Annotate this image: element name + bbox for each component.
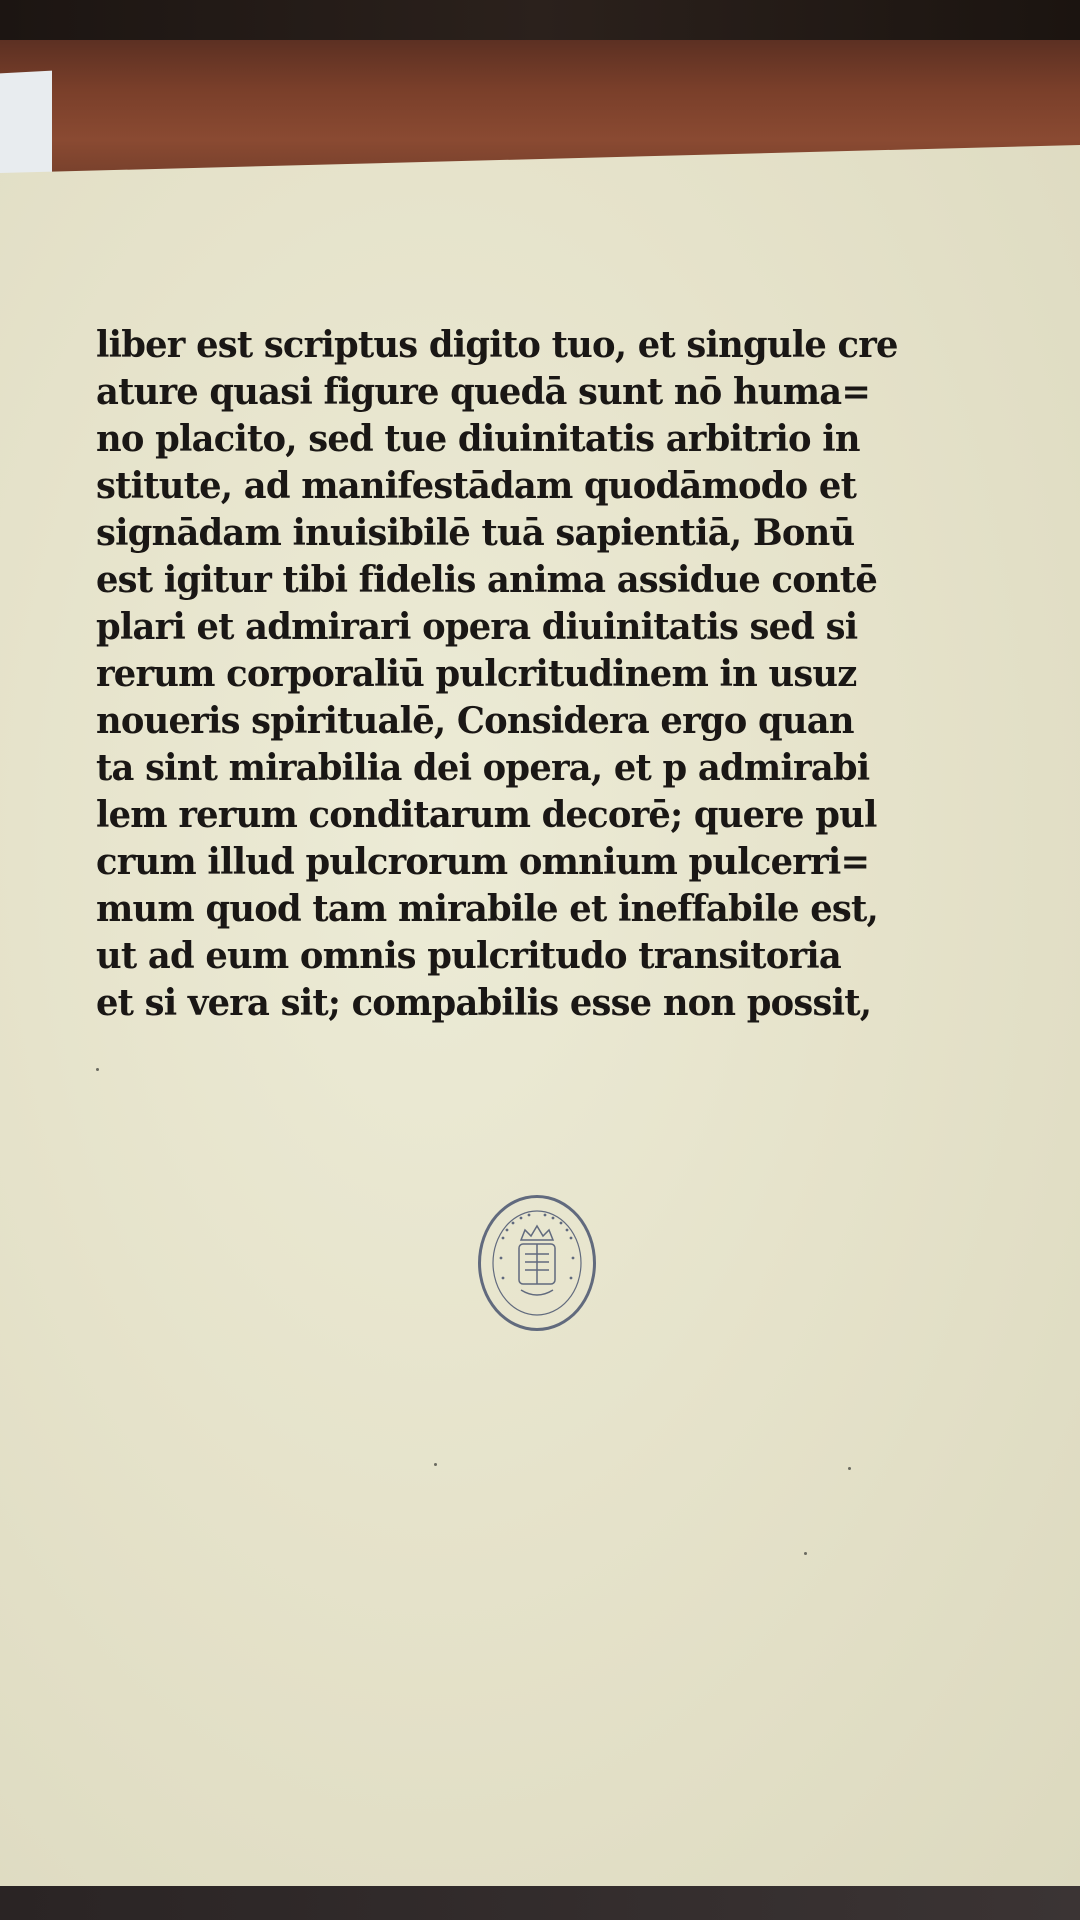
paper-scrap bbox=[0, 71, 52, 184]
text-line: est igitur tibi fidelis anima assidue contē bbox=[96, 559, 877, 601]
text-line: rerum corporaliū pulcritudinem in usuz bbox=[96, 653, 857, 695]
paper-speck bbox=[804, 1552, 807, 1555]
text-line: ta sint mirabilia dei opera, et p admirabi bbox=[96, 747, 870, 789]
paper-speck bbox=[96, 1068, 99, 1071]
text-line: liber est scriptus digito tuo, et singule cre bbox=[96, 324, 898, 366]
text-line: signādam inuisibilē tuā sapientiā, Bonū bbox=[96, 512, 855, 554]
text-line: no placito, sed tue diuinitatis arbitrio in bbox=[96, 418, 860, 460]
text-line: plari et admirari opera diuinitatis sed si bbox=[96, 606, 858, 648]
bottom-dark-edge bbox=[0, 1886, 1080, 1920]
text-line: noueris spiritualē, Considera ergo quan bbox=[96, 700, 854, 742]
text-line: mum quod tam mirabile et ineffabile est, bbox=[96, 888, 879, 930]
text-line: ature quasi figure quedā sunt nō huma= bbox=[96, 371, 871, 413]
paper-speck bbox=[434, 1463, 437, 1466]
text-line: stitute, ad manifestādam quodāmodo et bbox=[96, 465, 857, 507]
text-line: ut ad eum omnis pulcritudo transitoria bbox=[96, 935, 841, 977]
top-dark-edge bbox=[0, 0, 1080, 40]
library-seal-icon bbox=[478, 1195, 596, 1331]
text-line: et si vera sit; compabilis esse non possit, bbox=[96, 982, 872, 1024]
printed-text-block bbox=[96, 322, 898, 1027]
text-line: crum illud pulcrorum omnium pulcerri= bbox=[96, 841, 870, 883]
paper-speck bbox=[848, 1467, 851, 1470]
text-line: lem rerum conditarum decorē; quere pul bbox=[96, 794, 877, 836]
